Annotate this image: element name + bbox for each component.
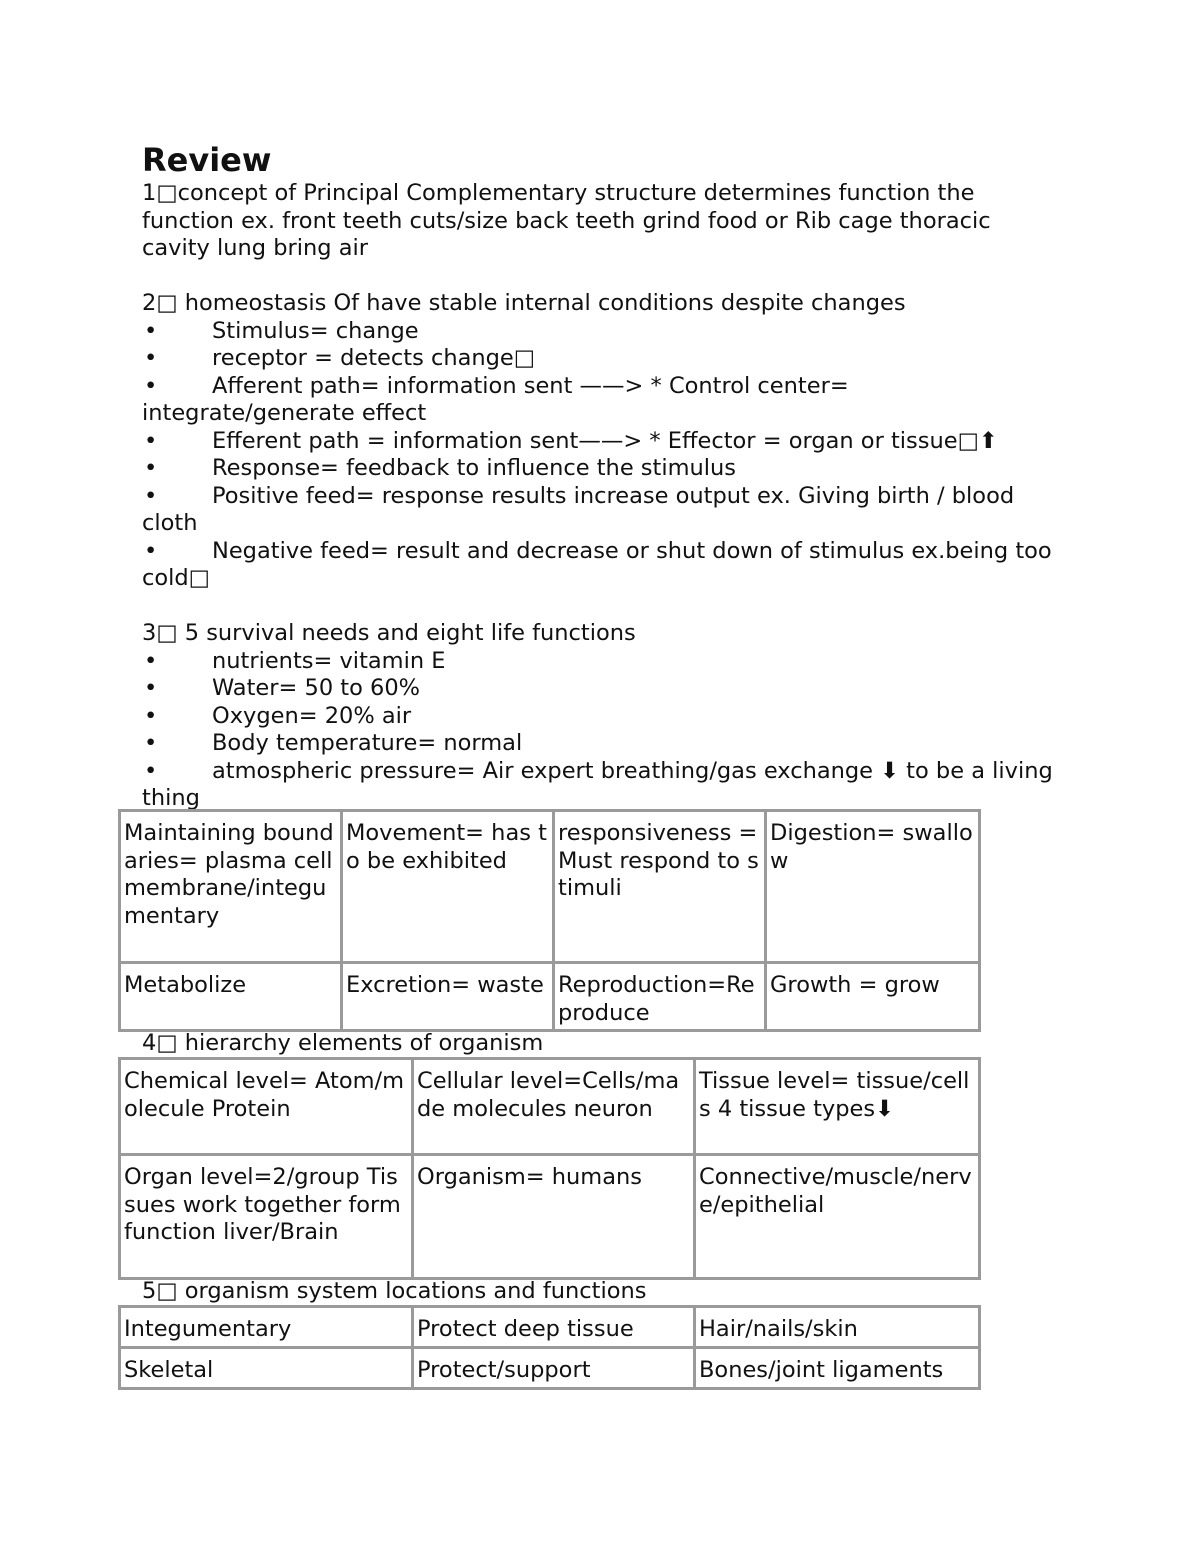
bullet-icon: • (144, 675, 158, 701)
table-cell: Movement= has to be exhibited (342, 811, 554, 963)
list-item: • Stimulus= change (144, 317, 419, 344)
list-item: • Response= feedback to influence the stimulus (144, 455, 737, 481)
table-cell: responsiveness =Must respond to stimuli (554, 811, 766, 963)
list-item: • Positive feed= response results increase output ex. Giving birth / blood cloth (142, 482, 1015, 536)
section2-heading: 2□ homeostasis Of have stable internal conditions despite changes (142, 290, 906, 316)
table-cell: Maintaining boundaries= plasma cell membrane/integumentary (120, 811, 342, 963)
bullet-icon: • (144, 482, 158, 509)
section1-text: 1□concept of Principal Complementary structure determines function the function ex. front teeth cuts/size back teeth grind food or Rib cage thoracic cavity lung bring air (142, 180, 998, 261)
table-cell: Chemical level= Atom/molecule Protein (120, 1059, 413, 1155)
bullet-icon: • (144, 427, 158, 454)
table-row (120, 1155, 980, 1279)
table-cell: Bones/joint ligaments (695, 1348, 980, 1389)
bullet-icon: • (144, 345, 158, 371)
list-item: • Efferent path = information sent——> * Effector = organ or tissue□⬆ (144, 427, 998, 454)
table-cell: Growth = grow (766, 963, 980, 1031)
bullet-icon: • (144, 730, 158, 756)
document-content (142, 140, 1062, 813)
list-item: • Body temperature= normal (144, 730, 523, 756)
section4-heading: 4□ hierarchy elements of organism (142, 1030, 544, 1056)
table-cell: Excretion= waste (342, 963, 554, 1031)
table-cell: Skeletal (120, 1348, 413, 1389)
table-cell: Cellular level=Cells/made molecules neuron (413, 1059, 695, 1155)
spacer (142, 593, 1062, 621)
list-item: • atmospheric pressure= Air expert breathing/gas exchange ⬇ to be a living thing (142, 757, 1053, 811)
table-row (120, 963, 980, 1031)
table-cell: Organ level=2/group Tissues work together form function liver/Brain (120, 1155, 413, 1279)
table-cell: Digestion= swallow (766, 811, 980, 963)
list-item: • receptor = detects change□ (144, 345, 536, 371)
list-item: • Oxygen= 20% air (144, 702, 412, 729)
table-cell: Hair/nails/skin (695, 1307, 980, 1348)
table-cell: Protect deep tissue (413, 1307, 695, 1348)
bullet-icon: • (144, 647, 158, 674)
table-cell: Protect/support (413, 1348, 695, 1389)
table-cell: Metabolize (120, 963, 342, 1031)
table-row (120, 1307, 980, 1348)
bullet-icon: • (144, 757, 158, 784)
life-functions-table (118, 809, 981, 1032)
bullet-icon: • (144, 372, 158, 399)
section3-heading: 3□ 5 survival needs and eight life functions (142, 620, 636, 646)
bullet-icon: • (144, 702, 158, 729)
table-row (120, 811, 980, 963)
list-item: • Water= 50 to 60% (144, 675, 421, 701)
table-row (120, 1059, 980, 1155)
table-row (120, 1348, 980, 1389)
list-item: • Negative feed= result and decrease or shut down of stimulus ex.being too cold□ (142, 537, 1052, 591)
table-cell: Integumentary (120, 1307, 413, 1348)
bullet-icon: • (144, 455, 158, 481)
bullet-icon: • (144, 317, 158, 344)
list-item: • nutrients= vitamin E (144, 647, 446, 674)
section5-heading: 5□ organism system locations and functions (142, 1278, 647, 1304)
organ-systems-table (118, 1305, 981, 1390)
table-cell: Organism= humans (413, 1155, 695, 1279)
hierarchy-table (118, 1057, 981, 1280)
table-cell: Connective/muscle/nerve/epithelial (695, 1155, 980, 1279)
bullet-icon: • (144, 537, 158, 564)
table-cell: Tissue level= tissue/cells 4 tissue types⬇ (695, 1059, 980, 1155)
table-cell: Reproduction=Reproduce (554, 963, 766, 1031)
document-title: Review (142, 141, 272, 179)
spacer (142, 263, 1062, 291)
list-item: • Afferent path= information sent ——> * Control center= integrate/generate effect (142, 372, 849, 426)
